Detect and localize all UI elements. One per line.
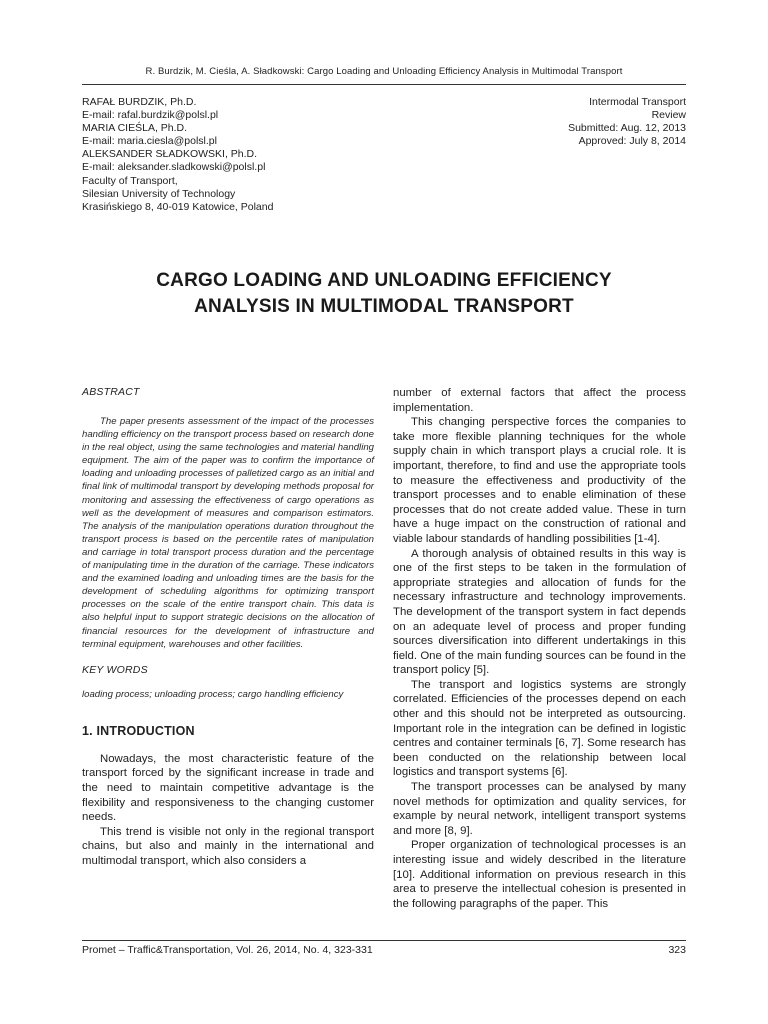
header-rule [82, 84, 686, 85]
paragraph: Proper organization of technological processes is an interesting issue and widely described in the literature [10]. Additional information on previous research in this area to preserve the intellectual cohesion is presented in the following paragraphs of the paper. This [393, 839, 686, 910]
author-line: Silesian University of Technology [82, 187, 236, 200]
author-line: E-mail: aleksander.sladkowski@polsl.pl [82, 161, 266, 174]
author-line: E-mail: rafal.burdzik@polsl.pl [82, 109, 219, 122]
introduction-left-text [82, 752, 374, 878]
page-number: 323 [668, 944, 686, 956]
footer-journal: Promet – Traffic&Transportation, Vol. 26, 2014, No. 4, 323-331 [82, 944, 373, 956]
author-line: MARIA CIEŚLA, Ph.D. [82, 122, 188, 135]
running-header: R. Burdzik, M. Cieśla, A. Sładkowski: Cargo Loading and Unloading Efficiency Analysis in Multimodal Transport [145, 66, 623, 77]
title-line: ANALYSIS IN MULTIMODAL TRANSPORT [194, 296, 574, 317]
paragraph: The transport and logistics systems are strongly correlated. Efficiencies of the processes depend on each other and this should not be interpreted as outsourcing. Important role in the integration can be defined in logistic centres and container terminals [6, 7]. Some research has been conducted on the relationship between local logistics and transport systems [6]. [393, 678, 686, 779]
introduction-right-text [393, 386, 686, 946]
paragraph: A thorough analysis of obtained results in this way is one of the first steps to be taken in the formulation of appropriate strategies and allocation of funds for the necessary infrastructure and technology improvements. The development of the transport system in fact depends on an adequate level of process and proper funding sources diversification into different undertakings in this field. One of the main funding sources can be found in the transport policy [5]. [393, 547, 686, 677]
author-line: RAFAŁ BURDZIK, Ph.D. [82, 96, 197, 108]
author-line: Krasińskiego 8, 40-019 Katowice, Poland [82, 200, 274, 213]
author-block [82, 96, 382, 214]
section-heading-introduction: 1. INTRODUCTION [82, 723, 195, 738]
meta-line: Submitted: Aug. 12, 2013 [568, 122, 686, 135]
right-column [393, 386, 686, 946]
meta-line: Review [651, 109, 686, 122]
article-meta [486, 96, 686, 148]
keywords-heading: KEY WORDS [82, 663, 148, 676]
paper-title [82, 268, 686, 320]
paragraph: This changing perspective forces the companies to take more flexible planning techniques for the whole supply chain in which transport plays a crucial role. It is important, therefore, to find and use the appropriate tools to measure the effectiveness and productivity of the transport processes and to enable elimination of these processes that do not create added value. These in turn have a huge impact on the construction of rational and viable labour standards of handling possibilities [1-4]. [393, 416, 686, 545]
footer-rule [82, 940, 686, 941]
left-column [82, 386, 374, 878]
author-line: E-mail: maria.ciesla@polsl.pl [82, 135, 217, 148]
paragraph: This trend is visible not only in the regional transport chains, but also and mainly in the international and multimodal transport, which also considers a [82, 825, 374, 867]
abstract-text: The paper presents assessment of the impact of the processes handling efficiency on the transport process based on research done in the real object, using the same technologies and material handling equipment. The aim of the paper was to confirm the importance of loading and unloading processes of palletized cargo as an initial and final link of multimodal transport by developing methods proposal for monitoring and assessing the effectiveness of cargo operations as well as the development of measures and comparison estimators. The analysis of the manipulation operations duration throughout the transport process is based on the percentile rates of manipulation and carriage in total transport process duration and the percentage of manipulating time in the duration of the carriage. These indicators and the examined loading and unloading times are the basis for the development of scheduling algorithms for optimizing transport processes on the scale of the entire transport chain. This data is also helpful input to support strategic decisions on the allocation of financial resources for the development of infrastructure and terminal equipment, warehouses and other facilities. [82, 416, 374, 650]
author-line: ALEKSANDER SŁADKOWSKI, Ph.D. [82, 148, 258, 161]
meta-line: Approved: July 8, 2014 [578, 135, 686, 148]
paragraph: The transport processes can be analysed by many novel methods for optimization and quality services, for example by neural network, intelligent transport systems and more [8, 9]. [393, 781, 686, 837]
keywords-text: loading process; unloading process; cargo handling efficiency [82, 688, 344, 700]
abstract-heading: ABSTRACT [82, 386, 140, 398]
paragraph: number of external factors that affect the process implementation. [393, 387, 686, 414]
meta-line: Intermodal Transport [589, 96, 686, 108]
paragraph: Nowadays, the most characteristic feature of the transport forced by the significant increase in trade and the need to maintain competitive advantage is the flexibility and responsiveness to the changing customer needs. [82, 752, 374, 824]
author-line: Faculty of Transport, [82, 174, 178, 187]
title-line: CARGO LOADING AND UNLOADING EFFICIENCY [156, 270, 612, 291]
